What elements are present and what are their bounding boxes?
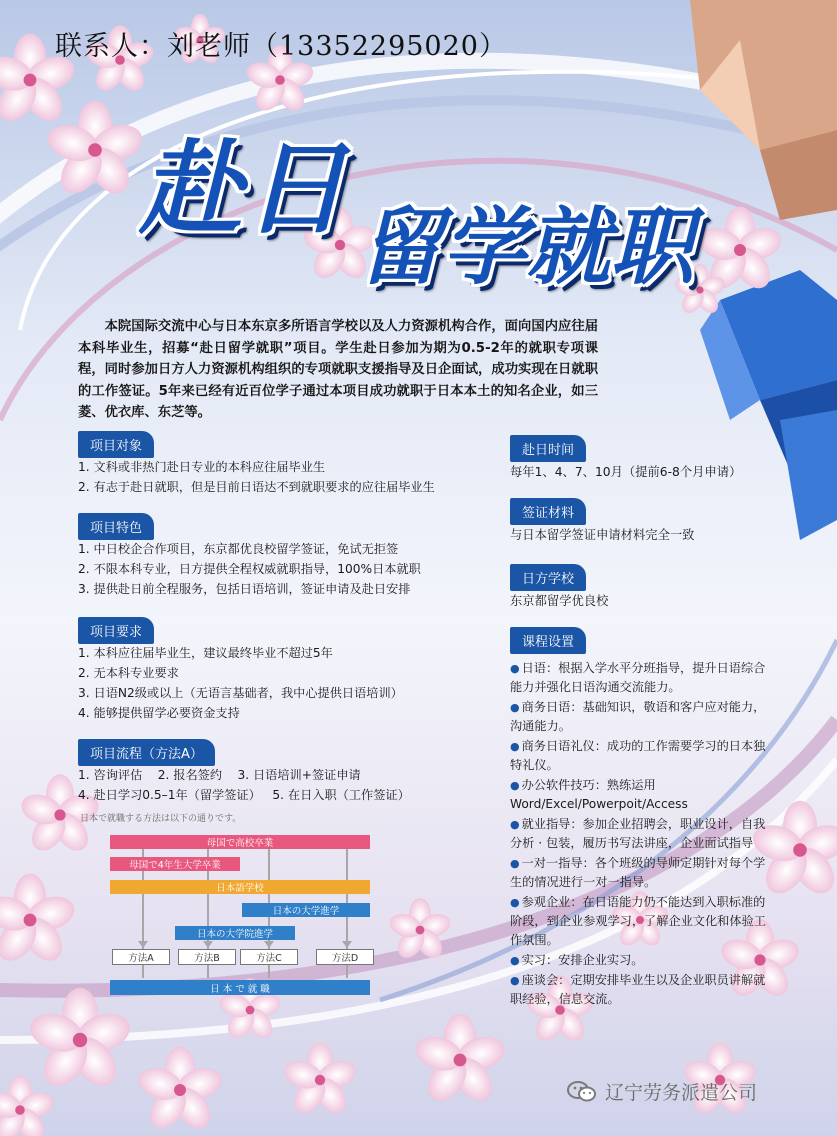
method-a-box: 方法A	[112, 949, 170, 965]
curriculum-item: ● 就业指导：参加企业招聘会，职业设计，自我分析 · 包装，履历书写法讲座，企业面试指导	[510, 815, 772, 853]
flow-line-b2	[207, 964, 209, 978]
flow-line-c2	[268, 964, 270, 978]
section-text-school: 东京都留学优良校	[510, 594, 609, 608]
curriculum-item: ● 实习：安排企业实习。	[510, 951, 772, 970]
title-line-2: 留学就职	[358, 198, 695, 296]
flow-bar-language-school: 日本語学校	[110, 880, 370, 894]
flow-bar-japan-university: 日本の大学進学	[242, 903, 370, 917]
footer-text: 辽宁劳务派遣公司	[605, 1082, 758, 1104]
wechat-icon	[567, 1080, 597, 1104]
curriculum-item: ● 商务日语礼仪：成功的工作需要学习的日本独特礼仪。	[510, 737, 772, 775]
arrow-down-icon	[203, 941, 213, 948]
section-list-process	[78, 765, 410, 805]
section-heading-curriculum: 课程设置	[510, 627, 586, 654]
list-item: 1. 本科应往届毕业生，建议最终毕业不超过5年	[78, 646, 333, 660]
curriculum-item: ● 一对一指导：各个班级的导师定期针对每个学生的情况进行一对一指导。	[510, 854, 772, 892]
section-list-features	[78, 539, 421, 599]
list-item: 3. 日语N2级或以上（无语言基础者，我中心提供日语培训）	[78, 686, 403, 700]
curriculum-list	[510, 659, 772, 1010]
flow-bar-employment: 日 本 で 就 職	[110, 980, 370, 995]
list-item: 1. 文科或非热门赴日专业的本科应往届毕业生	[78, 460, 326, 474]
flow-line-a2	[142, 964, 144, 978]
section-text-visa: 与日本留学签证申请材料完全一致	[510, 528, 695, 542]
curriculum-item: ● 参观企业：在日语能力仍不能达到入职标准的阶段，到企业参观学习，了解企业文化和体验工作氛围。	[510, 893, 772, 950]
flow-line-d2	[346, 964, 348, 978]
arrow-down-icon	[138, 941, 148, 948]
arrow-down-icon	[342, 941, 352, 948]
section-heading-features: 项目特色	[78, 513, 154, 540]
curriculum-item: ● 商务日语：基础知识，敬语和客户应对能力，沟通能力。	[510, 698, 772, 736]
flow-bar-highschool: 母国で高校卒業	[110, 835, 370, 849]
method-c-box: 方法C	[240, 949, 298, 965]
list-item: 4. 能够提供留学必要资金支持	[78, 706, 240, 720]
section-heading-visa: 签证材料	[510, 498, 586, 525]
section-heading-target: 项目对象	[78, 431, 154, 458]
curriculum-item: ● 座谈会：定期安排毕业生以及企业职员讲解就职经验，信息交流。	[510, 971, 772, 1009]
arrow-down-icon	[264, 941, 274, 948]
list-item: 1. 中日校企合作项目，东京都优良校留学签证，免试无拒签	[78, 542, 399, 556]
section-list-requirements	[78, 643, 403, 723]
list-item: 3. 提供赴日前全程服务，包括日语培训，签证申请及赴日安排	[78, 582, 411, 596]
section-heading-requirements: 项目要求	[78, 617, 154, 644]
method-d-box: 方法D	[316, 949, 374, 965]
flow-bar-graduate-school: 日本の大学院進学	[175, 926, 295, 940]
section-heading-process: 项目流程（方法A）	[78, 739, 215, 766]
curriculum-item: ● 日语：根据入学水平分班指导，提升日语综合能力并强化日语沟通交流能力。	[510, 659, 772, 697]
flow-bar-university: 母国で4年生大学卒業	[110, 857, 240, 871]
list-item: 4. 赴日学习0.5–1年（留学签证） 5. 在日入职（工作签证）	[78, 788, 410, 802]
section-heading-time: 赴日时间	[510, 435, 586, 462]
section-heading-school: 日方学校	[510, 564, 586, 591]
diagram-caption: 日本で就職する方法は以下の通りです。	[80, 814, 242, 824]
list-item: 2. 无本科专业要求	[78, 666, 179, 680]
list-item: 2. 不限本科专业，日方提供全程权威就职指导，100%日本就职	[78, 562, 421, 576]
curriculum-item: ● 办公软件技巧：熟练运用Word/Excel/Powerpoit/Access	[510, 776, 772, 814]
list-item: 2. 有志于赴日就职，但是目前日语达不到就职要求的应往届毕业生	[78, 480, 435, 494]
footer-brand	[567, 1078, 757, 1105]
contact-line: 联系人：刘老师（13352295020）	[55, 31, 507, 62]
section-list-target	[78, 457, 435, 497]
title-line-1: 赴日	[140, 130, 348, 249]
list-item: 1. 咨询评估 2. 报名签约 3. 日语培训+签证申请	[78, 768, 361, 782]
section-text-time: 每年1、4、7、10月（提前6-8个月申请）	[510, 465, 742, 479]
method-b-box: 方法B	[178, 949, 236, 965]
intro-paragraph: 本院国际交流中心与日本东京多所语言学校以及人力资源机构合作，面向国内应往届本科毕业生，招募“赴日留学就职”项目。学生赴日参加为期为0.5-2年的就职专项课程，同时参加日方人力资源机构组织的专项就职支援指导及日企面试，成功实现在日就职的工作签证。5年来已经有近百位学子通过本项目成功就职于日本本土的知名企业，如三菱、优衣库、东芝等。	[78, 319, 598, 420]
flow-line-d	[346, 848, 348, 949]
